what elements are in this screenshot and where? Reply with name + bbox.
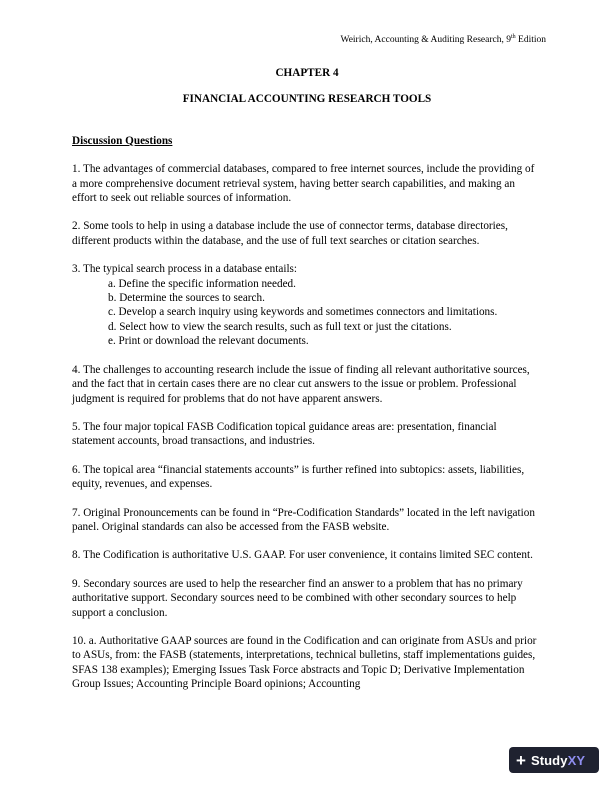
header-suffix: Edition — [515, 35, 546, 45]
plus-icon: + — [516, 750, 526, 770]
question-10: 10. a. Authoritative GAAP sources are found in the Codification and can originate from ASUs and prior to ASUs, from: the FASB (statements, interpretations, technical bulletins, staff implementations guides, SFAS 138 examples); Emerging Issues Task Force abstracts and Topic D; Derivative Implementation Group Issues; Accounting Principle Board opinions; Accounting — [72, 634, 537, 691]
question-2: 2. Some tools to help in using a database include the use of connector terms, database directories, different products within the database, and the use of full text searches or citation searches. — [72, 220, 508, 247]
step-item: b. Determine the sources to search. — [108, 292, 265, 305]
page-content — [72, 66, 542, 692]
header-text: Weirich, Accounting & Auditing Research, 9 — [340, 35, 511, 45]
question-7: 7. Original Pronouncements can be found in “Pre-Codification Standards” located in the left navigation panel. Original standards can also be accessed from the FASB website. — [72, 506, 535, 533]
chapter-title: FINANCIAL ACCOUNTING RESEARCH TOOLS — [182, 93, 432, 106]
question-5: 5. The four major topical FASB Codification topical guidance areas are: presentation, financial statement accounts, broad transactions, and industries. — [72, 420, 497, 448]
studyxy-badge[interactable] — [509, 747, 599, 773]
question-3: 3. The typical search process in a database entails: — [72, 263, 298, 276]
question-1: 1. The advantages of commercial databases, compared to free internet sources, include the providing of a more comprehensive document retrieval system, having better search capabilities, and making an effort to seek out reliable sources of information. — [72, 163, 535, 205]
step-item: a. Define the specific information needed. — [108, 277, 296, 290]
question-4: 4. The challenges to accounting research include the issue of finding all relevant authoritative sources, and the fact that in certain cases there are no clear cut answers to the issue or problem. Professional judgment is required for problems that do not have apparent answers. — [72, 363, 530, 405]
step-item: e. Print or download the relevant documents. — [108, 335, 309, 348]
question-8: 8. The Codification is authoritative U.S. GAAP. For user convenience, it contains limited SEC content. — [72, 549, 533, 562]
step-item: d. Select how to view the search results, such as full text or just the citations. — [108, 320, 452, 333]
question-3-steps — [108, 277, 542, 349]
step-item: c. Develop a search inquiry using keywords and sometimes connectors and limitations. — [108, 306, 498, 319]
brand-name: StudyXY — [530, 752, 586, 768]
running-header — [341, 35, 547, 45]
section-title: Discussion Questions — [72, 134, 173, 147]
question-9: 9. Secondary sources are used to help the researcher find an answer to a problem that has no primary authoritative support. Secondary sources need to be combined with other secondary sources to help support a conclusion. — [72, 577, 523, 619]
question-6: 6. The topical area “financial statements accounts” is further refined into subtopics: assets, liabilities, equity, revenues, and expenses. — [72, 463, 525, 491]
chapter-heading: CHAPTER 4 — [275, 67, 339, 79]
header-superscript: th — [510, 33, 516, 40]
